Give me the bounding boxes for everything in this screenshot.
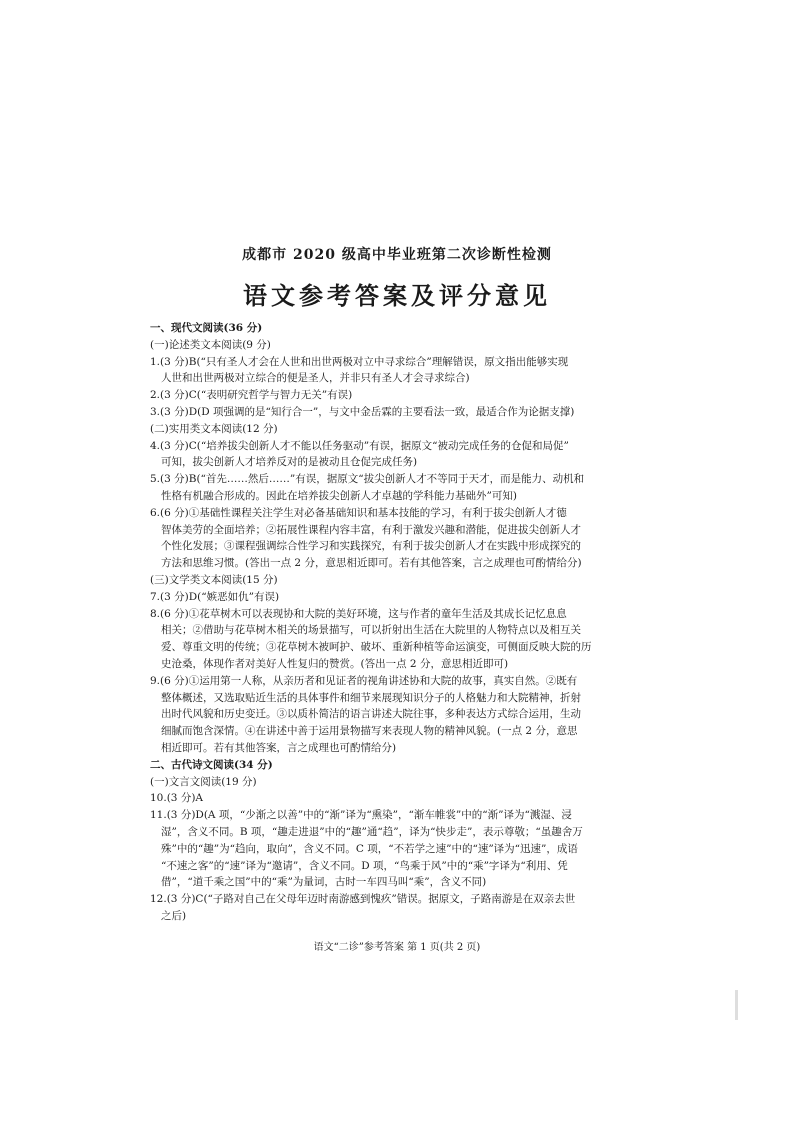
answer-body: [150, 320, 670, 925]
answer-line: 人世和出世两极对立综合的便是圣人，并非只有圣人才会寻求综合): [161, 372, 470, 385]
answer-line: 个性化发展；③课程强调综合性学习和实践探究，有利于拔尖创新人才在实践中形成探究的: [161, 540, 581, 553]
answer-line: 方法和思维习惯。(答出一点 2 分，意思相近即可。若有其他答案，言之成理也可酌情给分): [161, 557, 582, 570]
answer-line: 殊”中的“趣”为“趋向，取向”，含义不同。C 项，“不若学之速”中的“速”译为“迅速”，成语: [161, 842, 578, 855]
answer-line: 5.(3 分)B(“首先……然后……”有误，据原文“拔尖创新人才不等同于天才，而是能力、动机和: [150, 473, 585, 486]
exam-title: 成都市 2020 级高中毕业班第二次诊断性检测: [242, 247, 552, 263]
answer-line: 细腻而饱含深情。④在讲述中善于运用景物描写来表现人物的精神风貌。(一点 2 分，意思: [161, 725, 578, 738]
answer-line: 性格有机融合形成的。因此在培养拔尖创新人才卓越的学科能力基础外”可知): [161, 489, 517, 502]
page-footer: 语文“二诊”参考答案 第 1 页(共 2 页): [313, 942, 481, 953]
answer-line: 之后): [161, 909, 187, 922]
answer-line: 相关；②借助与花草树木相关的场景描写，可以折射出生活在大院里的人物特点以及相互关: [161, 624, 581, 637]
document-title: 语文参考答案及评分意见: [243, 281, 551, 310]
answer-line: 出时代风貌和历史变迁。③以质朴简洁的语言讲述大院往事，多种表达方式综合运用，生动: [161, 708, 581, 721]
answer-line: 整体概述，又选取贴近生活的具体事件和细节来展现知识分子的人格魅力和大院精神，折射: [161, 691, 581, 704]
answer-line: 10.(3 分)A: [150, 792, 203, 805]
answer-line: 11.(3 分)D(A 项，“少渐之以善”中的“渐”译为“熏染”，“渐车帷裳”中的“渐”译为“溅湿、浸: [150, 809, 572, 822]
answer-line: 1.(3 分)B(“只有圣人才会在人世和出世两极对立中寻求综合”理解错误，原文指出能够实现: [150, 355, 569, 368]
answer-line: “不速之客”的“速”译为“邀请”，含义不同。D 项，“鸟乘于风”中的“乘”字译为“利用、凭: [161, 859, 568, 872]
answer-line: (三)文学类文本阅读(15 分): [150, 573, 278, 586]
answer-line: 史沧桑，体现作者对美好人性复归的赞赏。(答出一点 2 分，意思相近即可): [161, 657, 509, 670]
answer-line: 8.(6 分)①花草树木可以表现协和大院的美好环境，这与作者的童年生活及其成长记忆息息: [150, 607, 567, 620]
answer-line: 借”，“道千乘之国”中的“乘”为量词，古时一车四马叫“乘”，含义不同): [161, 876, 487, 889]
answer-line: 9.(6 分)①运用第一人称，从亲历者和见证者的视角讲述协和大院的故事，真实自然。②既有: [150, 674, 578, 687]
answer-line: 智体美劳的全面培养；②拓展性课程内容丰富，有利于激发兴趣和潜能，促进拔尖创新人才: [161, 523, 581, 536]
section-heading: 二、古代诗文阅读(34 分): [150, 758, 273, 771]
answer-line: 4.(3 分)C(“培养拔尖创新人才不能以任务驱动”有误，据原文“被动完成任务的仓促和局促”: [150, 439, 569, 452]
scan-speck: [735, 990, 738, 1020]
answer-line: 3.(3 分)D(D 项强调的是“知行合一”，与文中金岳霖的主要看法一致，最适合作为论据支撑): [150, 405, 575, 418]
answer-line: 爱、尊重文明的传统；③花草树木被呵护、破坏、重新种植等命运演变，可侧面反映大院的历: [161, 641, 592, 654]
answer-line: 2.(3 分)C(“表明研究哲学与智力无关”有误): [150, 389, 353, 402]
answer-line: 可知，拔尖创新人才培养反对的是被动且仓促完成任务): [161, 456, 418, 469]
answer-line: 湿”，含义不同。B 项，“趣走进退”中的“趣”通“趋”，译为“快步走”，表示尊敬；“虽趣舍万: [161, 825, 583, 838]
answer-line: 7.(3 分)D(“嫉恶如仇”有误): [150, 590, 280, 603]
section-heading: 一、现代文阅读(36 分): [150, 322, 263, 334]
answer-line: 6.(6 分)①基础性课程关注学生对必备基础知识和基本技能的学习，有利于拔尖创新人才德: [150, 506, 567, 519]
answer-line: 相近即可。若有其他答案，言之成理也可酌情给分): [161, 741, 397, 754]
answer-line: 12.(3 分)C(“子路对自己在父母年迈时南游感到愧疚”错误。据原文，子路南游是在双亲去世: [150, 893, 576, 906]
answer-line: (一)论述类文本阅读(9 分): [150, 338, 271, 351]
answer-line: (一)文言文阅读(19 分): [150, 775, 257, 788]
answer-line: (二)实用类文本阅读(12 分): [150, 422, 278, 435]
